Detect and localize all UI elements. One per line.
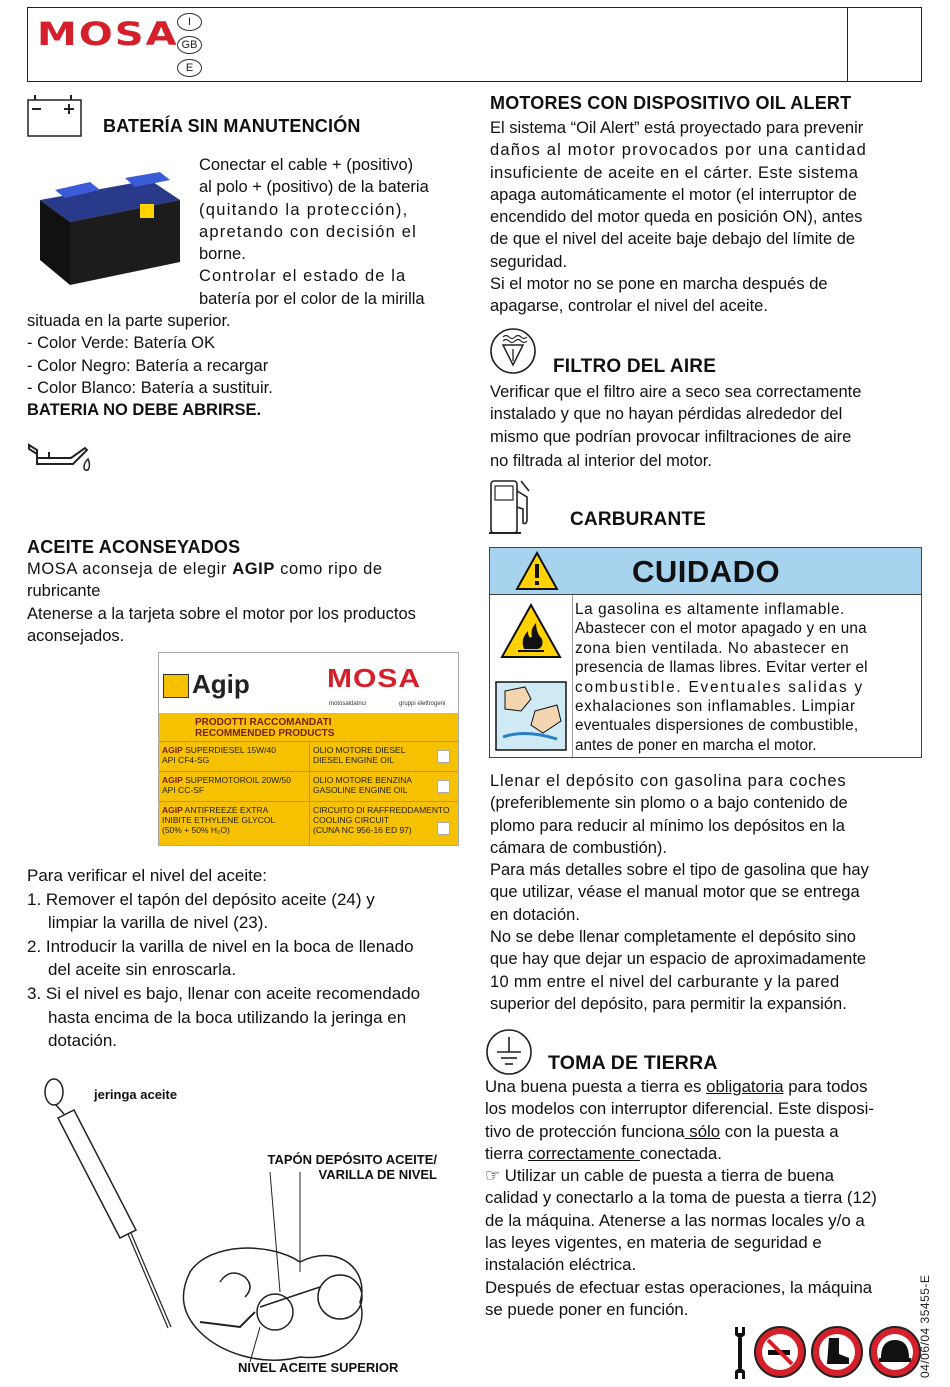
agip-product-row: AGIP SUPERMOTOROIL 20W/50 API CC-SF OLIO MOTORE BENZINA GASOLINE ENGINE OIL [159,771,458,801]
agip-checkbox [437,750,450,763]
agip-card-mosa-logo: MOSA [327,665,421,694]
air-filter-title: FILTRO DEL AIRE [553,356,717,377]
battery-warning: BATERIA NO DEBE ABRIRSE. [27,401,262,420]
agip-product-row: AGIP ANTIFREEZE EXTRA INIBITE ETHYLENE GLYCOL (50% + 50% H₂O) CIRCUITO DI RAFFREDDAMENTO COOLING CIRCUIT (CUNA NC 956-16 ED 97) [159,801,458,845]
mosa-logo: MOSA [37,16,179,53]
air-filter-icon [489,327,539,377]
agip-dog-icon [163,674,189,698]
battery-photo [30,160,185,290]
battery-text-right: Conectar el cable + (positivo) al polo + (positivo) de la bateria (quitando la protección), apretando con decisión el borne. Controlar el estado de la batería por el color de la mirilla [199,156,429,308]
agip-recommendation-card: Agip MOSA motosaldatrici gruppi elettrogeni PRODOTTI RACCOMANDATI RECOMMENDED PRODUCTS AGIP SUPERDIESEL 15W/40 API CF4-SG OLIO MOTORE DIESEL DIESEL ENGINE OIL AGIP SUPERMOTOROIL 20W/50 API CC-SF OLIO MOTORE BENZINA GASOLINE ENGINE OIL AGIP ANTIFREEZE EXTRA INIBITE ETHYLENE GLYCOL (50% + 50% H₂O) CIRCUITO DI RAFFREDDAMENTO COOLING CIRCUIT (CUNA NC 956-16 ED 97) [158,652,459,846]
oil-alert-title: MOTORES CON DISPOSITIVO OIL ALERT [490,93,852,113]
safety-boots-icon [811,1326,863,1378]
agip-card-heading: PRODOTTI RACCOMANDATI RECOMMENDED PRODUCTS [195,717,335,739]
lang-badge-es: E [177,59,202,77]
level-label: NIVEL ACEITE SUPERIOR [238,1360,399,1375]
ground-icon [485,1028,535,1078]
battery-text-full: situada en la parte superior. - Color Verde: Batería OK - Color Negro: Batería a recargar - Color Blanco: Batería a sustituir. BATERIA NO DEBE ABRIRSE. [27,310,460,421]
syringe-label: jeringa aceite [94,1087,178,1102]
oil-can-icon [27,440,95,474]
fuel-warning-box [489,547,922,758]
warning-triangle-icon [515,551,559,591]
oil-check-steps: Para verificar el nivel del aceite: 1. Remover el tapón del depósito aceite (24) y limpiar la varilla de nivel (23). 2. Introducir la varilla de nivel en la boca de llenado del aceite sin enroscarla. 3. Si el nivel es bajo, llenar con aceite recomendado hasta encima de la boca utilizando la jeringa en dotación. [27,866,421,1051]
oil-text: MOSA aconseja de elegir AGIP como ripo de rubricante Atenerse a la tarjeta sobre el motor por los productos aconsejados. [27,560,416,645]
no-smoking-icon [754,1326,806,1378]
air-filter-text: Verificar que el filtro aire a seco sea correctamente instalado y que no hayan pérdidas alrededor del mismo que podrían provocar infiltraciones de aire no filtrada al interior del motor. [490,383,862,470]
earth-title: TOMA DE TIERRA [548,1052,718,1074]
battery-icon [27,94,83,138]
document-code: 04/06/04 35455-E [918,1274,932,1378]
agip-checkbox [437,822,450,835]
safety-helmet-icon [869,1326,921,1378]
agip-logo: Agip [163,669,250,700]
agip-product-row: AGIP SUPERDIESEL 15W/40 API CF4-SG OLIO MOTORE DIESEL DIESEL ENGINE OIL [159,741,458,771]
fuel-text: Llenar el depósito con gasolina para coches (preferiblemente sin plomo o a bajo contenido de plomo para reducir al mínimo los depósitos en la cámara de combustión). Para más detalles sobre el tipo de gasolina que hay que utilizar, véase el manual motor que se entrega en dotación. No se debe llenar completamente el depósito sino que hay que dejar un espacio de aproximadamente 10 mm entre el nivel del carburante y la pared superior del depósito, para permitir la expansión. [490,772,869,1013]
fuel-title: CARBURANTE [570,509,707,530]
header-divider [847,7,848,82]
fuel-pump-icon [489,477,535,537]
oil-syringe-figure [40,1072,440,1372]
battery-title: BATERÍA SIN MANUTENCIÓN [103,116,361,136]
lang-badge-it: I [177,13,202,31]
oil-alert-text: El sistema “Oil Alert” está proyectado para prevenir daños al motor provocados por una cantidad insuficiente de aceite en el cárter. Este sistema apaga automáticamente el motor (el interruptor de encendido del motor queda en posición ON), antes de que el nivel del aceite baje debajo del límite de seguridad. Si el motor no se pone en marcha después de apagarse, controlar el nivel del aceite. [490,119,867,316]
oil-title: ACEITE ACONSEYADOS [27,537,241,557]
cap-label: TAPÓN DEPÓSITO ACEITE/ VARILLA DE NIVEL [267,1152,437,1182]
fuel-warning-title: CUIDADO [632,554,781,589]
earth-text: Una buena puesta a tierra es obligatoria para todos los modelos con interruptor diferencial. Este disposi- tivo de protección funciona sólo con la puesta a tierra correctamente conectada. ☞ Utilizar un cable de puesta a tierra de buena calidad y conectarlo a la toma de puesta a tierra (12) de la máquina. Atenerse a las normas locales y/o a las leyes vigentes, en materia de seguridad e instalación eléctrica. Después de efectuar estas operaciones, la máquina se puede poner en función. [485,1077,877,1319]
fuel-warning-text: La gasolina es altamente inflamable. Abastecer con el motor apagado y en una zona bien ventilada. No abastecer en presencia de llamas libres. Evitar verter el combustible. Eventuales salidas y exhalaciones son inflamables. Limpiar eventuales dispersiones de combustible, antes de poner en marcha el motor. [575,601,868,754]
fuel-spill-icon [495,681,567,751]
lang-badge-gb: GB [177,36,202,54]
flammable-icon [500,603,562,659]
wrench-icon [731,1325,749,1381]
agip-checkbox [437,780,450,793]
